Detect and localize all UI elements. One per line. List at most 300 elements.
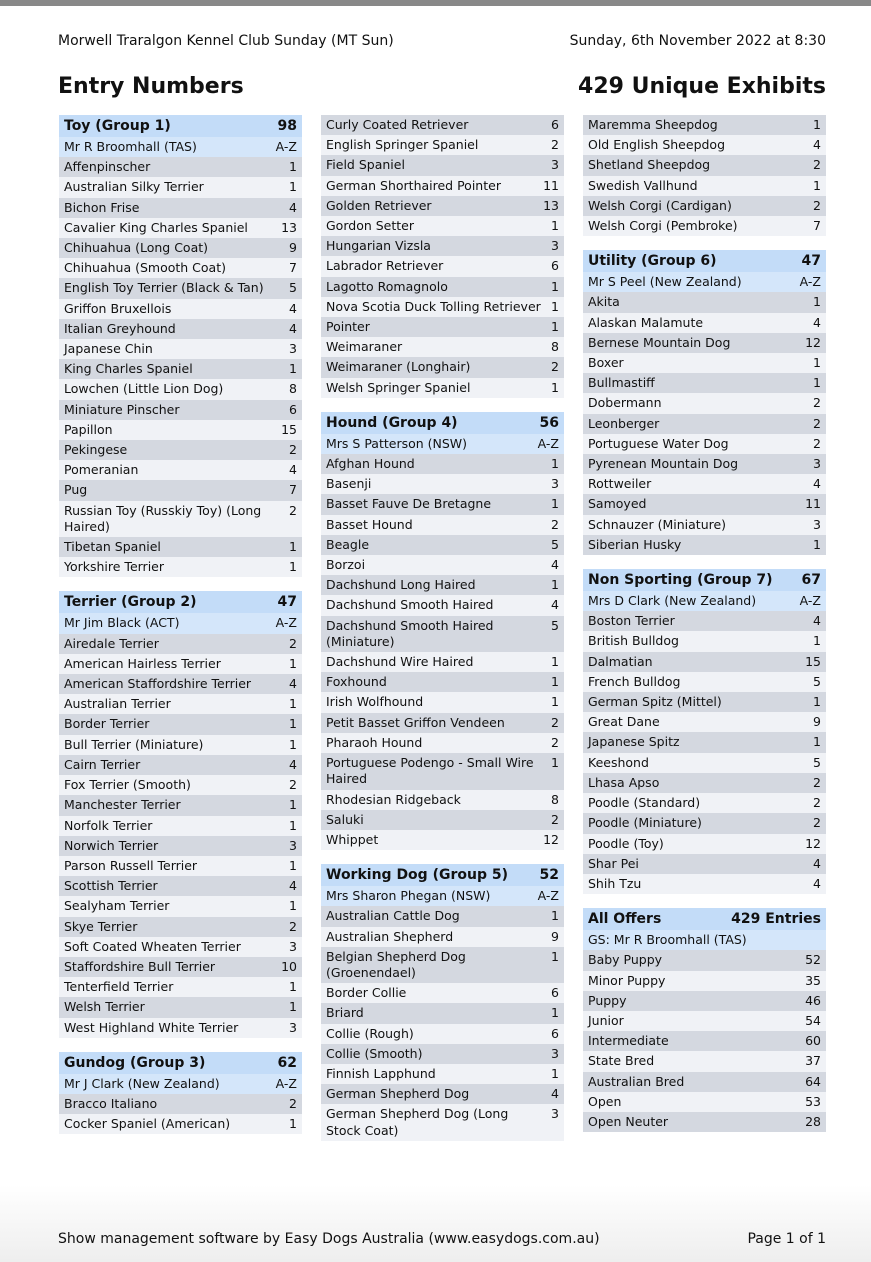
entry-count: 1 bbox=[551, 755, 559, 771]
group-header bbox=[583, 250, 826, 272]
entry-count: 1 bbox=[813, 117, 821, 132]
breed-row bbox=[321, 595, 564, 615]
breed-row bbox=[321, 830, 564, 850]
breed-name: Welsh Terrier bbox=[64, 999, 145, 1015]
entry-count: 2 bbox=[551, 734, 559, 750]
breed-row bbox=[59, 198, 302, 218]
entry-count: 4 bbox=[813, 137, 821, 153]
entry-count: 52 bbox=[805, 952, 821, 968]
breed-name: Scottish Terrier bbox=[64, 878, 158, 894]
breed-name: Bullmastiff bbox=[588, 375, 655, 391]
entry-count: 2 bbox=[289, 635, 297, 651]
breed-name: Alaskan Malamute bbox=[588, 314, 704, 330]
breed-name: Gordon Setter bbox=[326, 218, 414, 234]
entry-count: 5 bbox=[289, 280, 297, 296]
breed-row bbox=[321, 692, 564, 712]
entry-count: 1 bbox=[289, 736, 297, 752]
breed-name: Fox Terrier (Smooth) bbox=[64, 777, 191, 793]
entry-count: 2 bbox=[813, 435, 821, 451]
entry-count: 3 bbox=[551, 1045, 559, 1061]
breed-row bbox=[59, 654, 302, 674]
breed-row bbox=[583, 1051, 826, 1071]
entry-count: 1 bbox=[289, 797, 297, 813]
breed-name: Weimaraner (Longhair) bbox=[326, 359, 471, 375]
entry-count: 3 bbox=[289, 1019, 297, 1035]
group-count: 98 bbox=[277, 118, 297, 134]
breed-list bbox=[583, 950, 826, 1132]
breed-name: Labrador Retriever bbox=[326, 258, 444, 274]
entry-count: 12 bbox=[805, 835, 821, 851]
breed-name: Beagle bbox=[326, 536, 370, 552]
judge-name: Mr S Peel (New Zealand) bbox=[588, 274, 742, 290]
breed-name: Shih Tzu bbox=[588, 875, 642, 891]
breed-name: King Charles Spaniel bbox=[64, 361, 193, 377]
breed-name: Tibetan Spaniel bbox=[64, 539, 161, 555]
breed-row bbox=[59, 557, 302, 577]
breed-row bbox=[583, 950, 826, 970]
breed-row bbox=[321, 256, 564, 276]
breed-row bbox=[321, 494, 564, 514]
entry-count: 5 bbox=[551, 617, 559, 633]
breed-row bbox=[59, 775, 302, 795]
breed-list bbox=[321, 454, 564, 850]
breed-name: Hungarian Vizsla bbox=[326, 238, 431, 254]
group-header bbox=[321, 864, 564, 886]
breed-name: Australian Shepherd bbox=[326, 928, 454, 944]
breed-group bbox=[583, 250, 826, 555]
entry-count: 2 bbox=[289, 918, 297, 934]
breed-name: Skye Terrier bbox=[64, 918, 138, 934]
breed-name: Rottweiler bbox=[588, 476, 652, 492]
breed-name: Border Terrier bbox=[64, 716, 150, 732]
entry-count: 1 bbox=[289, 999, 297, 1015]
breed-row bbox=[583, 135, 826, 155]
breed-row bbox=[59, 694, 302, 714]
entry-count: 1 bbox=[813, 694, 821, 710]
breed-row bbox=[59, 1018, 302, 1038]
show-date: Sunday, 6th November 2022 at 8:30 bbox=[569, 33, 826, 49]
entry-count: 2 bbox=[813, 795, 821, 811]
judge-row bbox=[59, 613, 302, 633]
breed-row bbox=[59, 480, 302, 500]
breed-list bbox=[59, 157, 302, 577]
breed-row bbox=[321, 733, 564, 753]
breed-name: Affenpinscher bbox=[64, 159, 151, 175]
breed-row bbox=[583, 454, 826, 474]
entry-count: 1 bbox=[289, 696, 297, 712]
breed-row bbox=[321, 906, 564, 926]
breed-name: Rhodesian Ridgeback bbox=[326, 791, 461, 807]
breed-row bbox=[321, 236, 564, 256]
breed-row bbox=[321, 535, 564, 555]
breed-row bbox=[321, 216, 564, 236]
breed-name: Maremma Sheepdog bbox=[588, 117, 718, 132]
entry-count: 54 bbox=[805, 1012, 821, 1028]
entry-count: 6 bbox=[551, 117, 559, 132]
breed-row bbox=[583, 1072, 826, 1092]
breed-name: Afghan Hound bbox=[326, 456, 415, 472]
breed-row bbox=[321, 810, 564, 830]
entry-count: 1 bbox=[551, 1005, 559, 1021]
breed-name: Nova Scotia Duck Tolling Retriever bbox=[326, 298, 541, 314]
entry-count: 1 bbox=[289, 559, 297, 575]
breed-row bbox=[59, 977, 302, 997]
breed-group bbox=[59, 591, 302, 1037]
entry-count: 11 bbox=[805, 496, 821, 512]
entry-count: 1 bbox=[813, 734, 821, 750]
breed-name: Welsh Corgi (Cardigan) bbox=[588, 197, 732, 213]
entry-count: 1 bbox=[551, 694, 559, 710]
breed-name: Border Collie bbox=[326, 985, 407, 1001]
breed-row bbox=[321, 277, 564, 297]
judge-name: Mr Jim Black (ACT) bbox=[64, 615, 180, 631]
entry-count: 3 bbox=[289, 837, 297, 853]
breed-group bbox=[583, 115, 826, 236]
breed-row bbox=[583, 971, 826, 991]
breed-name: Finnish Lapphund bbox=[326, 1065, 436, 1081]
breed-name: Leonberger bbox=[588, 415, 660, 431]
breed-row bbox=[59, 896, 302, 916]
breed-row bbox=[583, 773, 826, 793]
entry-count: 37 bbox=[805, 1053, 821, 1069]
breed-row bbox=[583, 874, 826, 894]
breed-name: Great Dane bbox=[588, 714, 660, 730]
breed-name: Field Spaniel bbox=[326, 157, 405, 173]
entry-count: 4 bbox=[551, 1086, 559, 1102]
entry-count: 2 bbox=[551, 359, 559, 375]
breed-name: Puppy bbox=[588, 992, 627, 1008]
group-header bbox=[59, 1052, 302, 1074]
entry-count: 4 bbox=[289, 676, 297, 692]
breed-group bbox=[583, 908, 826, 1132]
breed-name: Chihuahua (Long Coat) bbox=[64, 240, 209, 256]
breed-name: Pointer bbox=[326, 319, 370, 335]
breed-row bbox=[583, 434, 826, 454]
breed-row bbox=[321, 357, 564, 377]
entry-count: 1 bbox=[813, 633, 821, 649]
breed-row bbox=[59, 319, 302, 339]
breed-row bbox=[583, 611, 826, 631]
breed-row bbox=[583, 373, 826, 393]
club-name: Morwell Traralgon Kennel Club Sunday (MT Sun) bbox=[58, 33, 394, 49]
breed-row bbox=[321, 378, 564, 398]
breed-row bbox=[59, 258, 302, 278]
breed-name: Collie (Rough) bbox=[326, 1025, 414, 1041]
entry-count: 2 bbox=[813, 395, 821, 411]
breed-row bbox=[59, 440, 302, 460]
entry-count: 2 bbox=[551, 137, 559, 153]
breed-row bbox=[59, 278, 302, 298]
breed-name: Belgian Shepherd Dog (Groenendael) bbox=[326, 948, 466, 980]
breed-row bbox=[583, 813, 826, 833]
group-header bbox=[583, 569, 826, 591]
breed-row bbox=[321, 927, 564, 947]
entry-count: 7 bbox=[813, 218, 821, 234]
breed-name: Pug bbox=[64, 482, 88, 498]
breed-name: Foxhound bbox=[326, 674, 387, 690]
entry-count: 6 bbox=[289, 401, 297, 417]
breed-row bbox=[59, 400, 302, 420]
entry-count: 1 bbox=[551, 1065, 559, 1081]
entry-count: 1 bbox=[551, 379, 559, 395]
breed-name: Miniature Pinscher bbox=[64, 401, 180, 417]
breed-row bbox=[59, 755, 302, 775]
entry-count: 5 bbox=[813, 673, 821, 689]
breed-name: Portuguese Podengo - Small Wire Haired bbox=[326, 755, 534, 787]
breed-name: Open bbox=[588, 1093, 622, 1109]
breed-name: Collie (Smooth) bbox=[326, 1045, 423, 1061]
breed-name: German Shepherd Dog (Long Stock Coat) bbox=[326, 1106, 509, 1138]
entry-count: 10 bbox=[281, 958, 297, 974]
breed-name: Irish Wolfhound bbox=[326, 694, 424, 710]
entry-count: 15 bbox=[805, 653, 821, 669]
top-bar bbox=[0, 0, 871, 6]
breed-row bbox=[583, 176, 826, 196]
entry-count: 2 bbox=[813, 197, 821, 213]
group-title: Toy (Group 1) bbox=[64, 118, 171, 134]
entry-count: 2 bbox=[551, 516, 559, 532]
entry-count: 1 bbox=[289, 159, 297, 175]
breed-name: Poodle (Miniature) bbox=[588, 815, 702, 831]
entry-count: 4 bbox=[813, 855, 821, 871]
breed-name: Pharaoh Hound bbox=[326, 734, 423, 750]
entry-count: 4 bbox=[289, 199, 297, 215]
entry-count: 3 bbox=[551, 157, 559, 173]
breed-group bbox=[321, 864, 564, 1141]
breed-name: Old English Sheepdog bbox=[588, 137, 726, 153]
breed-name: Italian Greyhound bbox=[64, 320, 176, 336]
breed-name: Basset Hound bbox=[326, 516, 413, 532]
breed-row bbox=[583, 196, 826, 216]
breed-name: Australian Cattle Dog bbox=[326, 908, 460, 924]
entry-count: 1 bbox=[551, 218, 559, 234]
entry-count: 4 bbox=[813, 314, 821, 330]
entry-count: 1 bbox=[551, 298, 559, 314]
breed-row bbox=[583, 216, 826, 236]
breed-name: Russian Toy (Russkiy Toy) (Long Haired) bbox=[64, 502, 262, 534]
entry-count: 3 bbox=[289, 341, 297, 357]
entry-count: 35 bbox=[805, 972, 821, 988]
breed-name: Dobermann bbox=[588, 395, 662, 411]
group-header bbox=[583, 908, 826, 930]
entry-count: 1 bbox=[551, 319, 559, 335]
entry-count: 4 bbox=[551, 597, 559, 613]
entry-count: 15 bbox=[281, 421, 297, 437]
breed-name: German Shepherd Dog bbox=[326, 1086, 470, 1102]
entry-count: 4 bbox=[289, 756, 297, 772]
breed-name: Intermediate bbox=[588, 1033, 669, 1049]
breed-row bbox=[59, 634, 302, 654]
breed-row bbox=[59, 157, 302, 177]
column-2 bbox=[321, 115, 564, 1155]
breed-name: Open Neuter bbox=[588, 1113, 669, 1129]
entry-count: 2 bbox=[289, 1095, 297, 1111]
breed-name: Sealyham Terrier bbox=[64, 898, 170, 914]
breed-row bbox=[321, 575, 564, 595]
entry-count: 4 bbox=[289, 300, 297, 316]
breed-row bbox=[583, 515, 826, 535]
breed-name: Pomeranian bbox=[64, 462, 139, 478]
group-count: 52 bbox=[539, 867, 559, 884]
entry-count: 60 bbox=[805, 1033, 821, 1049]
breed-row bbox=[583, 115, 826, 135]
entry-count: 4 bbox=[813, 875, 821, 891]
breed-row bbox=[583, 414, 826, 434]
breed-list bbox=[59, 634, 302, 1038]
breed-name: Griffon Bruxellois bbox=[64, 300, 172, 316]
breed-row bbox=[583, 474, 826, 494]
breed-row bbox=[59, 1114, 302, 1134]
breed-row bbox=[583, 292, 826, 312]
breed-row bbox=[321, 135, 564, 155]
group-header bbox=[321, 412, 564, 434]
group-title: All Offers bbox=[588, 911, 662, 928]
breed-row bbox=[583, 692, 826, 712]
breed-row bbox=[59, 537, 302, 557]
breed-row bbox=[321, 1024, 564, 1044]
judge-row bbox=[59, 137, 302, 157]
entry-count: 2 bbox=[551, 811, 559, 827]
breed-name: American Hairless Terrier bbox=[64, 655, 221, 671]
entry-count: 4 bbox=[289, 878, 297, 894]
breed-row bbox=[583, 732, 826, 752]
entry-count: 1 bbox=[289, 655, 297, 671]
breed-row bbox=[583, 313, 826, 333]
breed-list bbox=[583, 611, 826, 894]
breed-name: Baby Puppy bbox=[588, 952, 663, 968]
breed-row bbox=[321, 115, 564, 135]
entry-count: 13 bbox=[543, 197, 559, 213]
entry-count: 7 bbox=[289, 482, 297, 498]
breed-row bbox=[321, 1104, 564, 1140]
entry-count: 46 bbox=[805, 992, 821, 1008]
breed-name: Junior bbox=[588, 1012, 624, 1028]
breed-row bbox=[321, 753, 564, 789]
breed-name: Japanese Spitz bbox=[588, 734, 680, 750]
entry-count: 1 bbox=[813, 375, 821, 391]
breed-name: Bichon Frise bbox=[64, 199, 140, 215]
page-footer bbox=[58, 1231, 826, 1247]
breed-name: Australian Terrier bbox=[64, 696, 171, 712]
breed-row bbox=[583, 155, 826, 175]
breed-name: Curly Coated Retriever bbox=[326, 117, 469, 132]
breed-name: Norfolk Terrier bbox=[64, 817, 153, 833]
entry-count: 1 bbox=[551, 456, 559, 472]
breed-row bbox=[59, 177, 302, 197]
breed-row bbox=[321, 1064, 564, 1084]
breed-row bbox=[59, 795, 302, 815]
unique-exhibits-title: 429 Unique Exhibits bbox=[578, 74, 826, 99]
entry-count: 8 bbox=[551, 339, 559, 355]
column-3 bbox=[583, 115, 826, 1146]
breed-name: Manchester Terrier bbox=[64, 797, 181, 813]
judge-order: A-Z bbox=[275, 139, 297, 154]
judge-name: Mr J Clark (New Zealand) bbox=[64, 1075, 220, 1091]
breed-row bbox=[583, 1092, 826, 1112]
group-count: 429 Entries bbox=[731, 911, 821, 928]
entry-count: 2 bbox=[813, 774, 821, 790]
entry-count: 4 bbox=[289, 320, 297, 336]
breed-row bbox=[321, 1084, 564, 1104]
breed-name: English Springer Spaniel bbox=[326, 137, 479, 153]
breed-row bbox=[59, 1094, 302, 1114]
breed-row bbox=[321, 454, 564, 474]
entry-count: 8 bbox=[551, 791, 559, 807]
breed-group bbox=[59, 1052, 302, 1135]
judge-name: GS: Mr R Broomhall (TAS) bbox=[588, 932, 747, 948]
breed-row bbox=[321, 1003, 564, 1023]
column-1 bbox=[59, 115, 302, 1148]
breed-row bbox=[59, 420, 302, 440]
breed-row bbox=[321, 317, 564, 337]
judge-name: Mr R Broomhall (TAS) bbox=[64, 139, 197, 154]
breed-list bbox=[583, 292, 826, 555]
breed-name: Pyrenean Mountain Dog bbox=[588, 456, 739, 472]
breed-name: Papillon bbox=[64, 421, 113, 437]
breed-row bbox=[583, 854, 826, 874]
judge-order: A-Z bbox=[275, 1075, 297, 1091]
breed-name: Soft Coated Wheaten Terrier bbox=[64, 938, 241, 954]
entry-count: 1 bbox=[551, 278, 559, 294]
breed-name: Welsh Springer Spaniel bbox=[326, 379, 471, 395]
breed-name: Cocker Spaniel (American) bbox=[64, 1116, 231, 1132]
entry-count: 1 bbox=[289, 857, 297, 873]
breed-name: Welsh Corgi (Pembroke) bbox=[588, 218, 738, 234]
breed-row bbox=[321, 983, 564, 1003]
breed-row bbox=[583, 834, 826, 854]
group-title: Terrier (Group 2) bbox=[64, 594, 197, 611]
entry-count: 2 bbox=[289, 777, 297, 793]
judge-order: A-Z bbox=[537, 435, 559, 451]
entry-count: 4 bbox=[551, 557, 559, 573]
entry-count: 12 bbox=[543, 831, 559, 847]
breed-name: Airedale Terrier bbox=[64, 635, 159, 651]
breed-group bbox=[59, 115, 302, 577]
entry-count: 1 bbox=[289, 979, 297, 995]
breed-row bbox=[583, 672, 826, 692]
breed-name: Parson Russell Terrier bbox=[64, 857, 198, 873]
entry-count: 1 bbox=[289, 716, 297, 732]
judge-row bbox=[583, 591, 826, 611]
breed-group bbox=[321, 115, 564, 398]
breed-row bbox=[321, 947, 564, 983]
breed-row bbox=[583, 712, 826, 732]
entry-count: 1 bbox=[551, 654, 559, 670]
breed-row bbox=[59, 460, 302, 480]
breed-name: Shar Pei bbox=[588, 855, 639, 871]
breed-name: Japanese Chin bbox=[64, 341, 153, 357]
breed-name: Cairn Terrier bbox=[64, 756, 141, 772]
breed-name: Bull Terrier (Miniature) bbox=[64, 736, 204, 752]
page-header bbox=[58, 33, 826, 49]
entry-count: 2 bbox=[813, 415, 821, 431]
breed-name: English Toy Terrier (Black & Tan) bbox=[64, 280, 264, 296]
breed-row bbox=[321, 515, 564, 535]
breed-row bbox=[321, 672, 564, 692]
breed-name: Weimaraner bbox=[326, 339, 403, 355]
breed-row bbox=[583, 535, 826, 555]
group-title: Gundog (Group 3) bbox=[64, 1054, 206, 1071]
breed-row bbox=[583, 494, 826, 514]
footer-fade bbox=[0, 1185, 871, 1262]
group-header bbox=[59, 115, 302, 137]
entry-count: 2 bbox=[289, 502, 297, 518]
breed-row bbox=[59, 218, 302, 238]
entry-count: 12 bbox=[805, 334, 821, 350]
breed-name: American Staffordshire Terrier bbox=[64, 676, 252, 692]
entry-count: 13 bbox=[281, 219, 297, 235]
entry-count: 9 bbox=[289, 240, 297, 256]
